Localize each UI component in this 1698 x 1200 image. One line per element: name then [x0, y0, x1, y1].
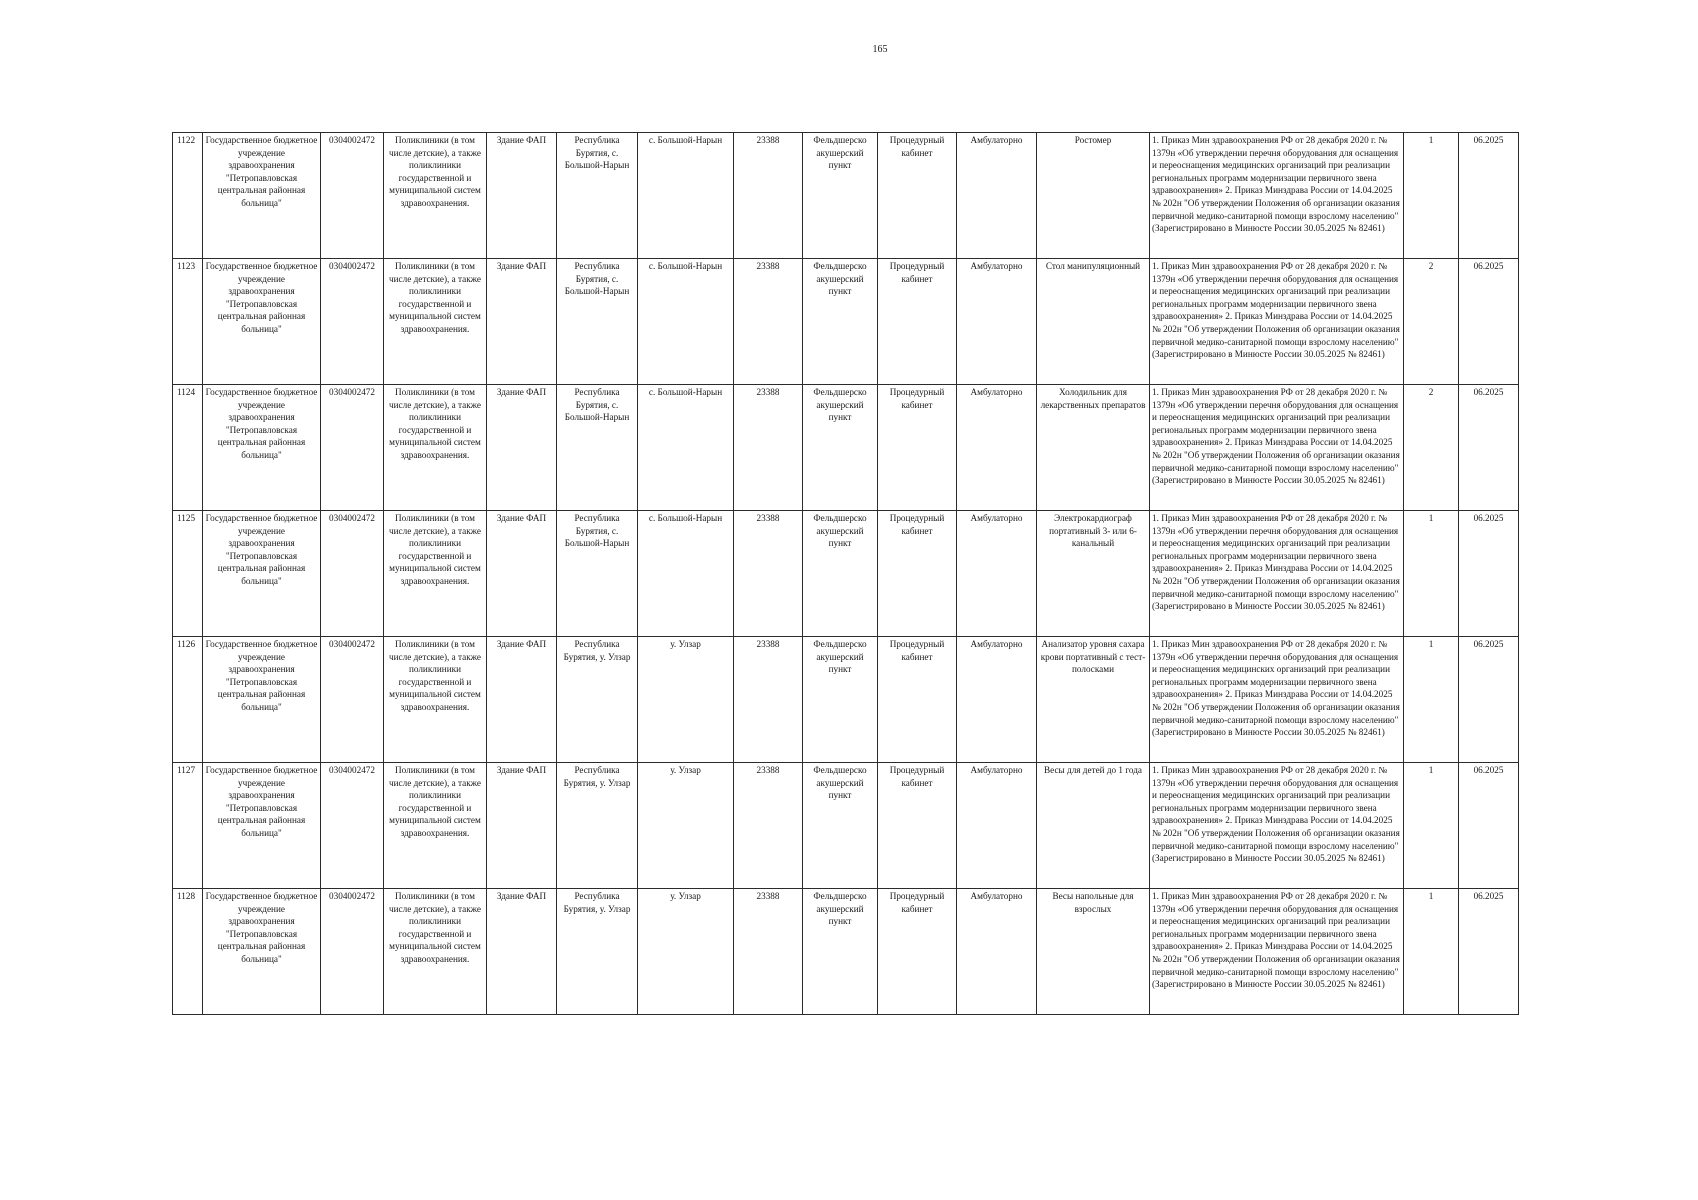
organization-name: Государственное бюджетное учреждение здравоохранения "Петропавловская центральная районная больница"	[203, 511, 321, 637]
division-cell: Фельдшерско акушерский пункт	[803, 133, 878, 259]
region-cell: Республика Бурятия, с. Большой-Нарын	[557, 511, 638, 637]
row-number: 1122	[173, 133, 203, 259]
division-cell: Фельдшерско акушерский пункт	[803, 889, 878, 1015]
building-cell: Здание ФАП	[487, 637, 557, 763]
room-cell: Процедурный кабинет	[878, 133, 957, 259]
legal-basis: 1. Приказ Мин здравоохранения РФ от 28 декабря 2020 г. № 1379н «Об утверждении перечня оборудования для оснащения и переоснащения медицинских организаций при реализации региональных программ модернизации первичного звена здравоохранения» 2. Приказ Минздрава России от 14.04.2025 № 202н "Об утверждении Положения об организации оказания первичной медико-санитарной помощи взрослому населению" (Зарегистрировано в Минюсте России 30.05.2025 № 82461)	[1150, 763, 1404, 889]
settlement-cell: у. Улзар	[638, 889, 734, 1015]
quantity-cell: 1	[1404, 637, 1459, 763]
population-cell: 23388	[734, 259, 803, 385]
organization-name: Государственное бюджетное учреждение здравоохранения "Петропавловская центральная районная больница"	[203, 385, 321, 511]
inn-cell: 0304002472	[321, 385, 384, 511]
table-row	[173, 259, 1519, 385]
conditions-cell: Амбулаторно	[957, 763, 1037, 889]
row-number: 1127	[173, 763, 203, 889]
date-cell: 06.2025	[1459, 259, 1519, 385]
table-row	[173, 889, 1519, 1015]
row-number: 1128	[173, 889, 203, 1015]
conditions-cell: Амбулаторно	[957, 511, 1037, 637]
settlement-cell: у. Улзар	[638, 637, 734, 763]
row-number: 1125	[173, 511, 203, 637]
division-cell: Фельдшерско акушерский пункт	[803, 637, 878, 763]
table-row	[173, 763, 1519, 889]
inn-cell: 0304002472	[321, 511, 384, 637]
inn-cell: 0304002472	[321, 763, 384, 889]
quantity-cell: 1	[1404, 133, 1459, 259]
equipment-table	[172, 132, 1519, 1015]
building-cell: Здание ФАП	[487, 385, 557, 511]
equipment-name: Холодильник для лекарственных препаратов	[1037, 385, 1150, 511]
table-row	[173, 637, 1519, 763]
building-cell: Здание ФАП	[487, 133, 557, 259]
date-cell: 06.2025	[1459, 511, 1519, 637]
facility-type: Поликлиники (в том числе детские), а также поликлиники государственной и муниципальной систем здравоохранения.	[384, 259, 487, 385]
quantity-cell: 1	[1404, 763, 1459, 889]
facility-type: Поликлиники (в том числе детские), а также поликлиники государственной и муниципальной систем здравоохранения.	[384, 763, 487, 889]
quantity-cell: 1	[1404, 511, 1459, 637]
date-cell: 06.2025	[1459, 763, 1519, 889]
date-cell: 06.2025	[1459, 385, 1519, 511]
legal-basis: 1. Приказ Мин здравоохранения РФ от 28 декабря 2020 г. № 1379н «Об утверждении перечня оборудования для оснащения и переоснащения медицинских организаций при реализации региональных программ модернизации первичного звена здравоохранения» 2. Приказ Минздрава России от 14.04.2025 № 202н "Об утверждении Положения об организации оказания первичной медико-санитарной помощи взрослому населению" (Зарегистрировано в Минюсте России 30.05.2025 № 82461)	[1150, 259, 1404, 385]
room-cell: Процедурный кабинет	[878, 511, 957, 637]
room-cell: Процедурный кабинет	[878, 637, 957, 763]
room-cell: Процедурный кабинет	[878, 385, 957, 511]
inn-cell: 0304002472	[321, 133, 384, 259]
facility-type: Поликлиники (в том числе детские), а также поликлиники государственной и муниципальной систем здравоохранения.	[384, 511, 487, 637]
division-cell: Фельдшерско акушерский пункт	[803, 511, 878, 637]
division-cell: Фельдшерско акушерский пункт	[803, 385, 878, 511]
facility-type: Поликлиники (в том числе детские), а также поликлиники государственной и муниципальной систем здравоохранения.	[384, 385, 487, 511]
facility-type: Поликлиники (в том числе детские), а также поликлиники государственной и муниципальной систем здравоохранения.	[384, 889, 487, 1015]
settlement-cell: с. Большой-Нарын	[638, 133, 734, 259]
equipment-name: Ростомер	[1037, 133, 1150, 259]
organization-name: Государственное бюджетное учреждение здравоохранения "Петропавловская центральная районная больница"	[203, 763, 321, 889]
page-number: 165	[872, 44, 888, 55]
building-cell: Здание ФАП	[487, 763, 557, 889]
settlement-cell: у. Улзар	[638, 763, 734, 889]
room-cell: Процедурный кабинет	[878, 889, 957, 1015]
date-cell: 06.2025	[1459, 133, 1519, 259]
population-cell: 23388	[734, 133, 803, 259]
row-number: 1123	[173, 259, 203, 385]
legal-basis: 1. Приказ Мин здравоохранения РФ от 28 декабря 2020 г. № 1379н «Об утверждении перечня оборудования для оснащения и переоснащения медицинских организаций при реализации региональных программ модернизации первичного звена здравоохранения» 2. Приказ Минздрава России от 14.04.2025 № 202н "Об утверждении Положения об организации оказания первичной медико-санитарной помощи взрослому населению" (Зарегистрировано в Минюсте России 30.05.2025 № 82461)	[1150, 133, 1404, 259]
building-cell: Здание ФАП	[487, 889, 557, 1015]
settlement-cell: с. Большой-Нарын	[638, 511, 734, 637]
equipment-name: Электрокардиограф портативный 3- или 6-канальный	[1037, 511, 1150, 637]
row-number: 1126	[173, 637, 203, 763]
inn-cell: 0304002472	[321, 259, 384, 385]
equipment-name: Весы для детей до 1 года	[1037, 763, 1150, 889]
room-cell: Процедурный кабинет	[878, 763, 957, 889]
conditions-cell: Амбулаторно	[957, 133, 1037, 259]
inn-cell: 0304002472	[321, 637, 384, 763]
region-cell: Республика Бурятия, у. Улзар	[557, 889, 638, 1015]
building-cell: Здание ФАП	[487, 511, 557, 637]
region-cell: Республика Бурятия, у. Улзар	[557, 637, 638, 763]
equipment-name: Весы напольные для взрослых	[1037, 889, 1150, 1015]
facility-type: Поликлиники (в том числе детские), а также поликлиники государственной и муниципальной систем здравоохранения.	[384, 637, 487, 763]
region-cell: Республика Бурятия, с. Большой-Нарын	[557, 133, 638, 259]
region-cell: Республика Бурятия, с. Большой-Нарын	[557, 385, 638, 511]
equipment-name: Анализатор уровня сахара крови портативный с тест-полосками	[1037, 637, 1150, 763]
building-cell: Здание ФАП	[487, 259, 557, 385]
legal-basis: 1. Приказ Мин здравоохранения РФ от 28 декабря 2020 г. № 1379н «Об утверждении перечня оборудования для оснащения и переоснащения медицинских организаций при реализации региональных программ модернизации первичного звена здравоохранения» 2. Приказ Минздрава России от 14.04.2025 № 202н "Об утверждении Положения об организации оказания первичной медико-санитарной помощи взрослому населению" (Зарегистрировано в Минюсте России 30.05.2025 № 82461)	[1150, 511, 1404, 637]
legal-basis: 1. Приказ Мин здравоохранения РФ от 28 декабря 2020 г. № 1379н «Об утверждении перечня оборудования для оснащения и переоснащения медицинских организаций при реализации региональных программ модернизации первичного звена здравоохранения» 2. Приказ Минздрава России от 14.04.2025 № 202н "Об утверждении Положения об организации оказания первичной медико-санитарной помощи взрослому населению" (Зарегистрировано в Минюсте России 30.05.2025 № 82461)	[1150, 385, 1404, 511]
organization-name: Государственное бюджетное учреждение здравоохранения "Петропавловская центральная районная больница"	[203, 259, 321, 385]
quantity-cell: 2	[1404, 385, 1459, 511]
region-cell: Республика Бурятия, у. Улзар	[557, 763, 638, 889]
organization-name: Государственное бюджетное учреждение здравоохранения "Петропавловская центральная районная больница"	[203, 889, 321, 1015]
population-cell: 23388	[734, 385, 803, 511]
organization-name: Государственное бюджетное учреждение здравоохранения "Петропавловская центральная районная больница"	[203, 133, 321, 259]
region-cell: Республика Бурятия, с. Большой-Нарын	[557, 259, 638, 385]
population-cell: 23388	[734, 889, 803, 1015]
row-number: 1124	[173, 385, 203, 511]
conditions-cell: Амбулаторно	[957, 889, 1037, 1015]
facility-type: Поликлиники (в том числе детские), а также поликлиники государственной и муниципальной систем здравоохранения.	[384, 133, 487, 259]
organization-name: Государственное бюджетное учреждение здравоохранения "Петропавловская центральная районная больница"	[203, 637, 321, 763]
conditions-cell: Амбулаторно	[957, 637, 1037, 763]
table-row	[173, 511, 1519, 637]
legal-basis: 1. Приказ Мин здравоохранения РФ от 28 декабря 2020 г. № 1379н «Об утверждении перечня оборудования для оснащения и переоснащения медицинских организаций при реализации региональных программ модернизации первичного звена здравоохранения» 2. Приказ Минздрава России от 14.04.2025 № 202н "Об утверждении Положения об организации оказания первичной медико-санитарной помощи взрослому населению" (Зарегистрировано в Минюсте России 30.05.2025 № 82461)	[1150, 637, 1404, 763]
population-cell: 23388	[734, 763, 803, 889]
table-row	[173, 133, 1519, 259]
inn-cell: 0304002472	[321, 889, 384, 1015]
settlement-cell: с. Большой-Нарын	[638, 385, 734, 511]
population-cell: 23388	[734, 511, 803, 637]
legal-basis: 1. Приказ Мин здравоохранения РФ от 28 декабря 2020 г. № 1379н «Об утверждении перечня оборудования для оснащения и переоснащения медицинских организаций при реализации региональных программ модернизации первичного звена здравоохранения» 2. Приказ Минздрава России от 14.04.2025 № 202н "Об утверждении Положения об организации оказания первичной медико-санитарной помощи взрослому населению" (Зарегистрировано в Минюсте России 30.05.2025 № 82461)	[1150, 889, 1404, 1015]
division-cell: Фельдшерско акушерский пункт	[803, 259, 878, 385]
date-cell: 06.2025	[1459, 637, 1519, 763]
quantity-cell: 1	[1404, 889, 1459, 1015]
room-cell: Процедурный кабинет	[878, 259, 957, 385]
conditions-cell: Амбулаторно	[957, 259, 1037, 385]
conditions-cell: Амбулаторно	[957, 385, 1037, 511]
quantity-cell: 2	[1404, 259, 1459, 385]
division-cell: Фельдшерско акушерский пункт	[803, 763, 878, 889]
table-row	[173, 385, 1519, 511]
date-cell: 06.2025	[1459, 889, 1519, 1015]
population-cell: 23388	[734, 637, 803, 763]
settlement-cell: с. Большой-Нарын	[638, 259, 734, 385]
equipment-name: Стол манипуляционный	[1037, 259, 1150, 385]
